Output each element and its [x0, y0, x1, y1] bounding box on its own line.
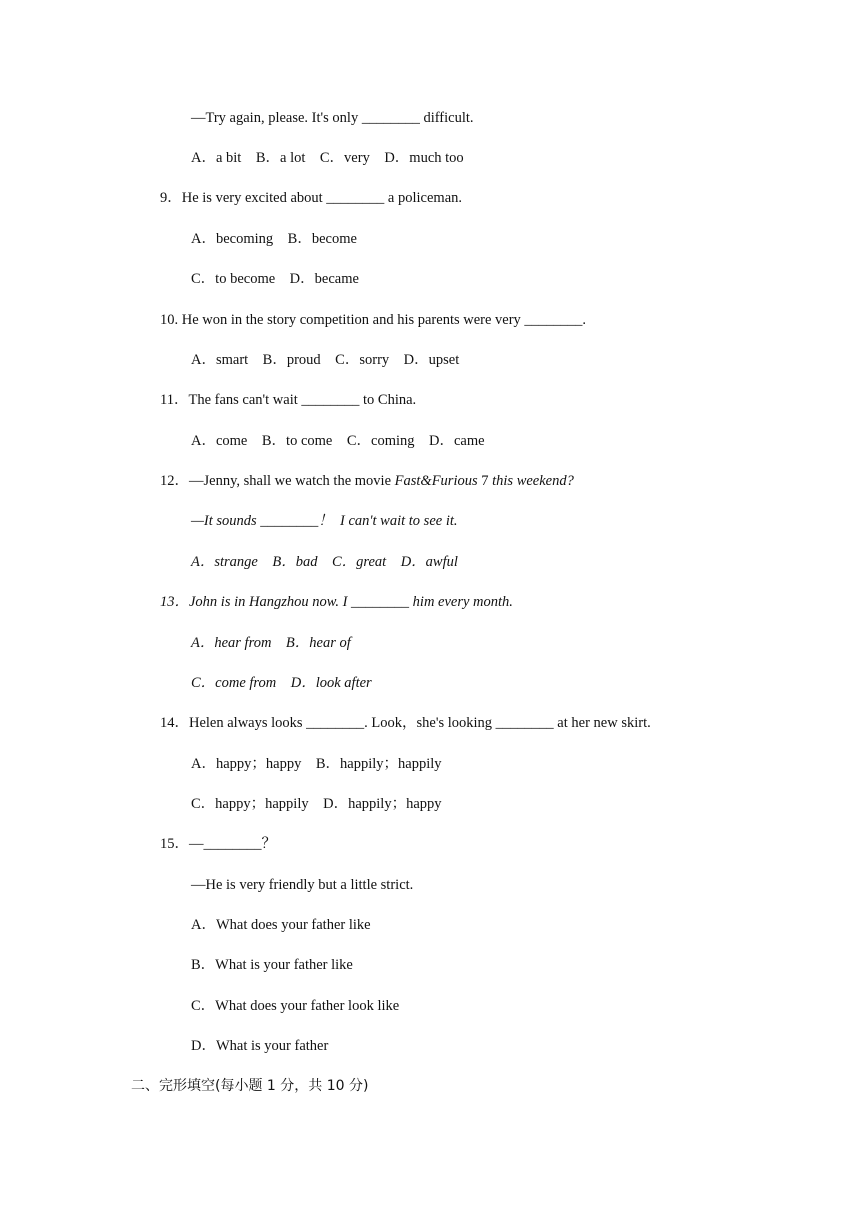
- q12-movie-title: Fast&Furious: [394, 473, 478, 489]
- q15-option-b: B．What is your father like: [191, 957, 353, 973]
- q9-options-cd: C．to become D．became: [191, 271, 359, 287]
- q13-options-cd: C．come from D．look after: [191, 675, 372, 691]
- q12-stem-end: this weekend?: [492, 473, 574, 489]
- q12-movie-number: 7: [477, 473, 493, 489]
- q14-stem: 14．Helen always looks ________. Look，she's looking ________ at her new skirt.: [160, 715, 651, 731]
- q9-options-ab: A．becoming B．become: [191, 231, 357, 247]
- q11-options: A．come B．to come C．coming D．came: [191, 433, 485, 449]
- q8-response-line: —Try again, please. It's only ________ difficult.: [191, 110, 474, 126]
- q8-options: A．a bit B．a lot C．very D．much too: [191, 150, 464, 166]
- q15-stem: 15．—________？: [160, 836, 276, 852]
- q15-option-d: D．What is your father: [191, 1038, 329, 1054]
- q10-options: A．smart B．proud C．sorry D．upset: [191, 352, 460, 368]
- q13-stem: 13．John is in Hangzhou now. I ________ him every month.: [160, 594, 513, 610]
- q10-stem: 10. He won in the story competition and his parents were very ________.: [160, 312, 587, 328]
- q14-options-cd: C．happy；happily D．happily；happy: [191, 796, 442, 812]
- q9-stem: 9．He is very excited about ________ a policeman.: [160, 190, 463, 206]
- q13-options-ab: A．hear from B．hear of: [191, 635, 351, 651]
- q12-stem-text: 12．—Jenny, shall we watch the movie: [160, 473, 395, 489]
- q11-stem: 11．The fans can't wait ________ to China.: [160, 392, 417, 408]
- q14-options-ab: A．happy；happy B．happily；happily: [191, 756, 442, 772]
- section-2-heading: 二、完形填空(每小题 1 分，共 10 分): [131, 1078, 369, 1094]
- q15-option-a: A．What does your father like: [191, 917, 371, 933]
- q15-response-line: —He is very friendly but a little strict.: [191, 877, 414, 893]
- q12-stem: [160, 472, 574, 490]
- q12-options: A．strange B．bad C．great D．awful: [191, 554, 458, 570]
- q12-response-line: —It sounds ________！ I can't wait to see it.: [191, 513, 458, 529]
- q15-option-c: C．What does your father look like: [191, 998, 400, 1014]
